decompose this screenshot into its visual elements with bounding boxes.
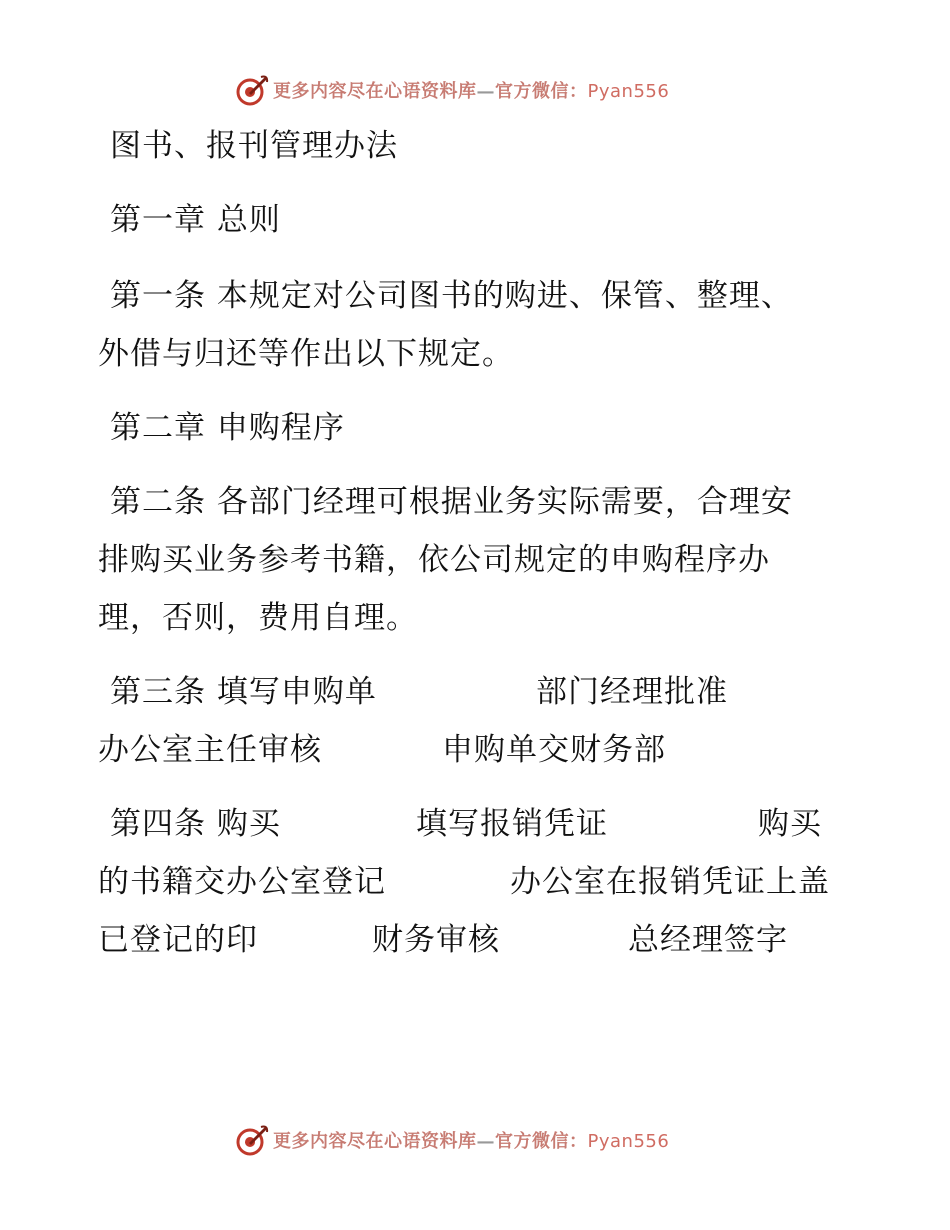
watermark-separator: —	[476, 1131, 495, 1152]
article-2-line-3: 理，否则，费用自理。	[98, 600, 418, 636]
watermark-banner-top	[235, 72, 669, 108]
watermark-title: 更多内容尽在心语资料库	[273, 81, 477, 102]
quill-logo-icon	[235, 73, 269, 107]
watermark-banner-bottom	[235, 1122, 669, 1158]
watermark-contact-label: 官方微信：	[495, 1131, 588, 1152]
document-title: 图书、报刊管理办法	[110, 128, 398, 164]
article-3-step-4: 申购单交财务部	[442, 732, 666, 768]
article-1-line-1: 第一条 本规定对公司图书的购进、保管、整理、	[110, 278, 793, 314]
article-4-step-6: 总经理签字	[628, 922, 788, 958]
article-4-step-5: 财务审核	[372, 922, 500, 958]
article-4-step-4: 办公室在报销凭证上盖	[510, 864, 830, 900]
article-3-step-1: 第三条 填写申购单	[110, 674, 377, 710]
watermark-contact-id: Pyan556	[587, 81, 670, 102]
article-2-line-2: 排购买业务参考书籍，依公司规定的申购程序办	[98, 542, 770, 578]
watermark-title: 更多内容尽在心语资料库	[273, 1131, 477, 1152]
article-4-step-3: 购买	[758, 806, 822, 842]
article-2-line-1: 第二条 各部门经理可根据业务实际需要，合理安	[110, 484, 793, 520]
article-3-step-2: 部门经理批准	[536, 674, 728, 710]
chapter-2-heading: 第二章 申购程序	[110, 410, 345, 446]
article-4-step-1: 第四条 购买	[110, 806, 281, 842]
watermark-text	[273, 1127, 669, 1153]
article-4-step-4-cont: 已登记的印	[98, 922, 258, 958]
quill-logo-icon	[235, 1123, 269, 1157]
watermark-text	[273, 77, 669, 103]
article-1-line-2: 外借与归还等作出以下规定。	[98, 336, 514, 372]
article-3-step-3: 办公室主任审核	[98, 732, 322, 768]
watermark-contact-label: 官方微信：	[495, 81, 588, 102]
article-4-step-3-cont: 的书籍交办公室登记	[98, 864, 386, 900]
chapter-1-heading: 第一章 总则	[110, 202, 281, 238]
watermark-contact-id: Pyan556	[587, 1131, 670, 1152]
watermark-separator: —	[476, 81, 495, 102]
article-4-step-2: 填写报销凭证	[416, 806, 608, 842]
